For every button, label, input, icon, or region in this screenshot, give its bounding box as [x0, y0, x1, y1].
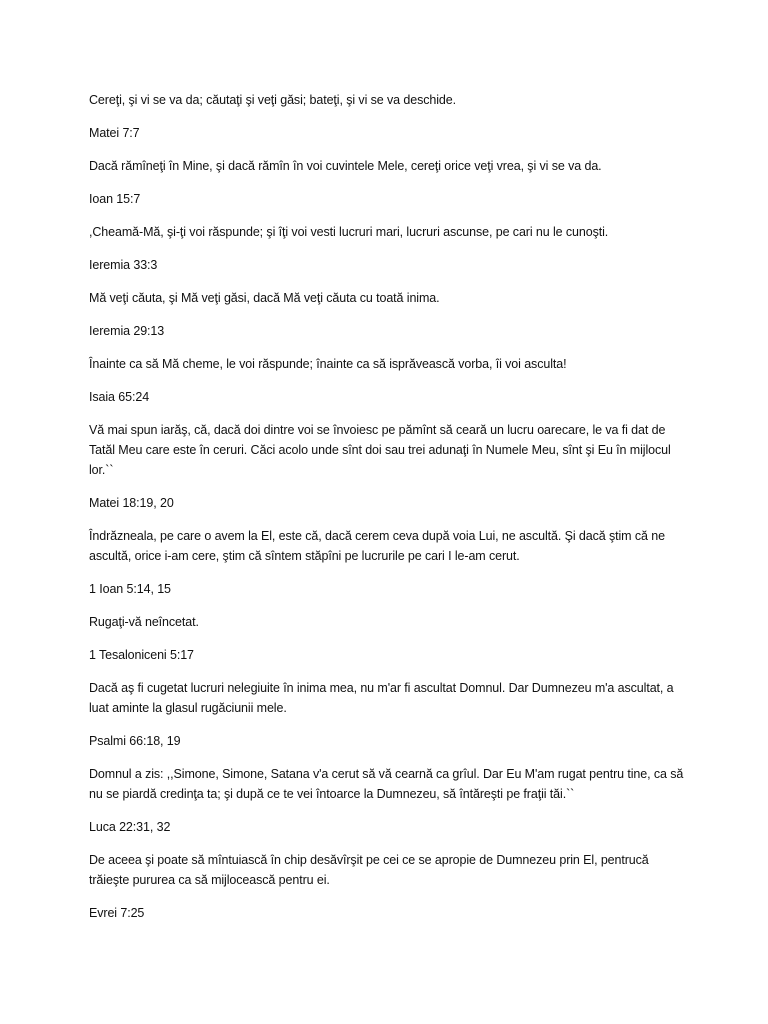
verse-reference: Isaia 65:24	[89, 390, 150, 404]
verse-reference: Ioan 15:7	[89, 192, 141, 206]
verse-text: Dacă rămîneţi în Mine, şi dacă rămîn în voi cuvintele Mele, cereţi orice veţi vrea, şi vi se va da.	[89, 159, 602, 173]
verse-reference: 1 Ioan 5:14, 15	[89, 582, 171, 596]
verse-reference: Ieremia 33:3	[89, 258, 158, 272]
verse-reference: Ieremia 29:13	[89, 324, 165, 338]
verse-reference: 1 Tesaloniceni 5:17	[89, 648, 194, 662]
verse-reference: Matei 18:19, 20	[89, 496, 174, 510]
verse-text: Vă mai spun iarăş, că, dacă doi dintre voi se învoiesc pe pămînt să ceară un lucru oarecare, le va fi dat de Tatăl Meu care este în ceruri. Căci acolo unde sînt doi sau trei adunaţi în Numele Meu, sînt şi Eu în mijlocul lor.``	[89, 423, 671, 477]
verse-text: Cereţi, şi vi se va da; căutaţi şi veţi găsi; bateţi, şi vi se va deschide.	[89, 93, 456, 107]
verse-reference: Luca 22:31, 32	[89, 820, 171, 834]
verse-text: Rugaţi-vă neîncetat.	[89, 615, 199, 629]
verse-text: Mă veţi căuta, şi Mă veţi găsi, dacă Mă veţi căuta cu toată inima.	[89, 291, 440, 305]
verse-reference: Evrei 7:25	[89, 906, 145, 920]
verse-text: De aceea şi poate să mîntuiască în chip desăvîrşit pe cei ce se apropie de Dumnezeu prin El, pentrucă trăieşte pururea ca să mijlocească pentru ei.	[89, 853, 649, 887]
verse-text: Îndrăzneala, pe care o avem la El, este că, dacă cerem ceva după voia Lui, ne ascultă. Şi dacă ştim că ne ascultă, orice i-am cere, ştim că sîntem stăpîni pe lucrurile pe cari I le-am cerut.	[89, 529, 665, 563]
verse-text: Dacă aş fi cugetat lucruri nelegiuite în inima mea, nu m'ar fi ascultat Domnul. Dar Dumnezeu m'a ascultat, a luat aminte la glasul rugăciunii mele.	[89, 681, 674, 715]
verse-reference: Matei 7:7	[89, 126, 140, 140]
verse-text: Domnul a zis: ,,Simone, Simone, Satana v'a cerut să vă cearnă ca grîul. Dar Eu M'am rugat pentru tine, ca să nu se piardă credinţa ta; şi după ce te vei întoarce la Dumnezeu, să întăreşti pe fraţii tăi.``	[89, 767, 684, 801]
verse-text: ,Cheamă-Mă, şi-ţi voi răspunde; şi îţi voi vesti lucruri mari, lucruri ascunse, pe cari nu le cunoşti.	[89, 225, 609, 239]
verse-text: Înainte ca să Mă cheme, le voi răspunde; înainte ca să isprăvească vorba, îi voi asculta!	[89, 357, 567, 371]
document-body	[89, 90, 689, 936]
verse-reference: Psalmi 66:18, 19	[89, 734, 181, 748]
